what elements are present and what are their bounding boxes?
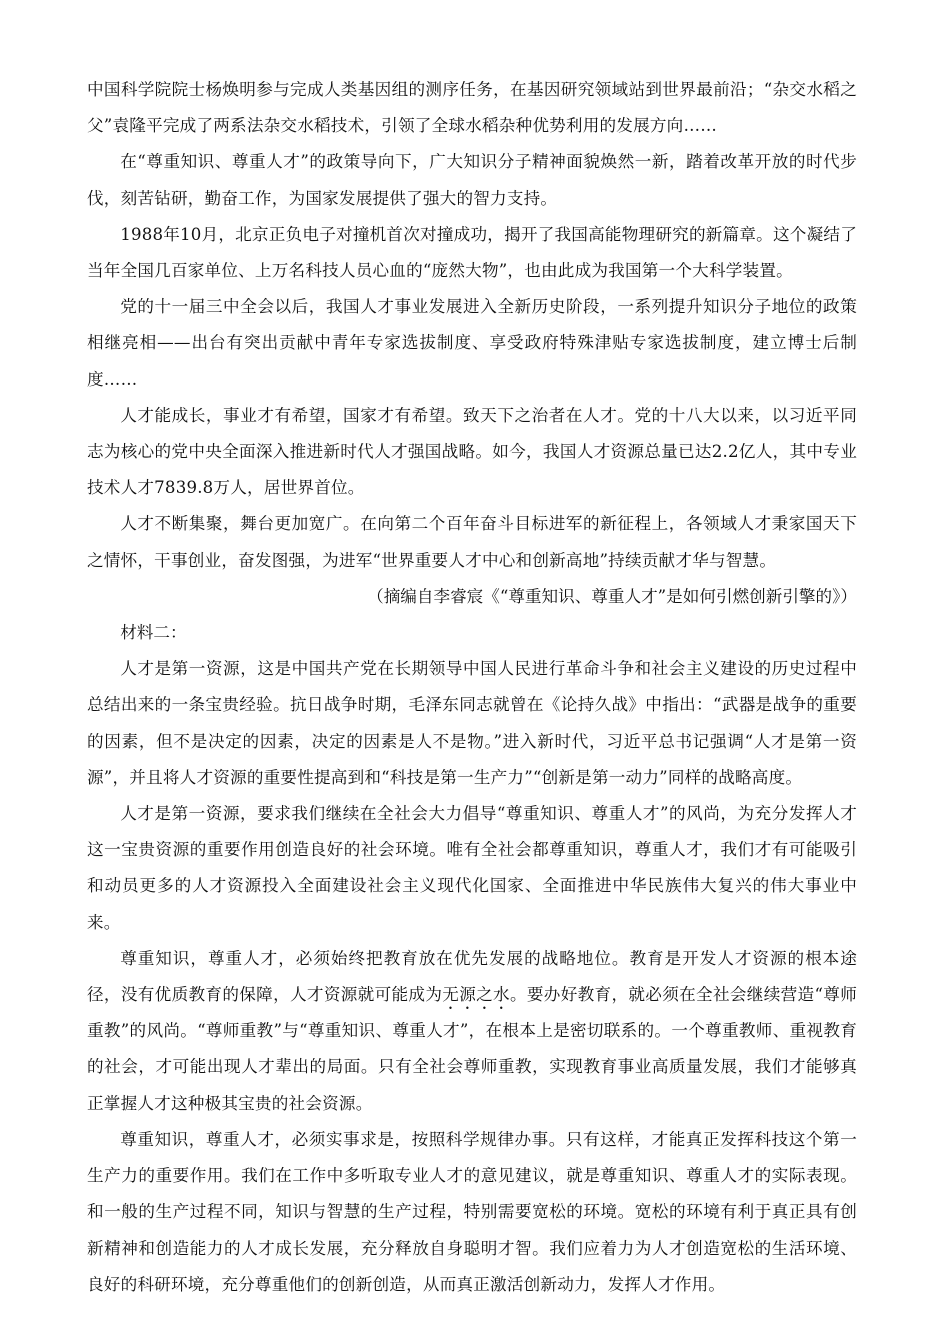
material2-paragraph-2: 人才是第一资源，要求我们继续在全社会大力倡导“尊重知识、尊重人才”的风尚，为充分发挥人才这一宝贵资源的重要作用创造良好的社会环境。唯有全社会都尊重知识，尊重人才，我们才有可能吸引和动员更多的人才资源投入全面建设社会主义现代化国家、全面推进中华民族伟大复兴的伟大事业中来。 [87, 804, 857, 932]
material2-paragraph-4: 尊重知识，尊重人才，必须实事求是，按照科学规律办事。只有这样，才能真正发挥科技这个第一生产力的重要作用。我们在工作中多听取专业人才的意见建议，就是尊重知识、尊重人才的实际表现。和一般的生产过程不同，知识与智慧的生产过程，特别需要宽松的环境。宽松的环境有利于真正具有创新精神和创造能力的人才成长发展，充分释放自身聪明才智。我们应着力为人才创造宽松的生活环境、良好的科研环境，充分尊重他们的创新创造，从而真正激活创新动力，发挥人才作用。 [87, 1129, 857, 1294]
material1-paragraph-3: 1988年10月，北京正负电子对撞机首次对撞成功，揭开了我国高能物理研究的新篇章。这个凝结了当年全国几百家单位、上万名科技人员心血的“庞然大物”，也由此成为我国第一个大科学装置。 [87, 224, 857, 281]
material1-paragraph-1: 中国科学院院士杨焕明参与完成人类基因组的测序任务，在基因研究领域站到世界最前沿；“杂交水稻之父”袁隆平完成了两系法杂交水稻技术，引领了全球水稻杂种优势利用的发展方向…… [87, 80, 857, 136]
material2-paragraph-1: 人才是第一资源，这是中国共产党在长期领导中国人民进行革命斗争和社会主义建设的历史过程中总结出来的一条宝贵经验。抗日战争时期，毛泽东同志就曾在《论持久战》中指出：“武器是战争的重要的因素，但不是决定的因素，决定的因素是人不是物。”进入新时代，习近平总书记强调“人才是第一资源”，并且将人才资源的重要性提高到和“科技是第一生产力”“创新是第一动力”同样的战略高度。 [87, 659, 857, 787]
material1-paragraph-2: 在“尊重知识、尊重人才”的政策导向下，广大知识分子精神面貌焕然一新，踏着改革开放的时代步伐，刻苦钻研，勤奋工作，为国家发展提供了强大的智力支持。 [87, 152, 857, 208]
material2-paragraph-3-part-1: 尊重知识，尊重人才，必须始终把教育放在优先发展的战略地位。教育是开发人才资源的根本途径，没有优质教育的保障，人才资源就可能成为 [87, 948, 857, 1005]
document-page [87, 72, 857, 1303]
material2-paragraph-3-part-2: 。要办好教育，就必须在全社会继续营造“尊师重教”的风尚。“尊师重教”与“尊重知识、尊重人才”，在根本上是密切联系的。一个尊重教师、重视教育的社会，才可能出现人才辈出的局面。只有全社会尊师重教，实现教育事业高质量发展，我们才能够真正掌握人才这种极其宝贵的社会资源。 [87, 985, 857, 1113]
material2-paragraph-3 [87, 941, 857, 1122]
emphasized-phrase: 无源之水 [442, 985, 510, 1005]
material1-paragraph-4: 党的十一届三中全会以后，我国人才事业发展进入全新历史阶段，一系列提升知识分子地位的政策相继亮相——出台有突出贡献中青年专家选拔制度、享受政府特殊津贴专家选拔制度，建立博士后制度…… [87, 297, 857, 389]
material1-paragraph-5: 人才能成长，事业才有希望，国家才有希望。致天下之治者在人才。党的十八大以来，以习近平同志为核心的党中央全面深入推进新时代人才强国战略。如今，我国人才资源总量已达2.2亿人，其中专业技术人才7839.8万人，居世界首位。 [87, 405, 857, 498]
material2-heading: 材料二： [120, 623, 187, 643]
material1-source-citation: （摘编自李睿宸《“尊重知识、尊重人才”是如何引燃创新引擎的》） [367, 586, 857, 606]
material1-paragraph-6: 人才不断集聚，舞台更加宽广。在向第二个百年奋斗目标进军的新征程上，各领域人才秉家国天下之情怀，干事创业，奋发图强，为进军“世界重要人才中心和创新高地”持续贡献才华与智慧。 [87, 514, 857, 570]
